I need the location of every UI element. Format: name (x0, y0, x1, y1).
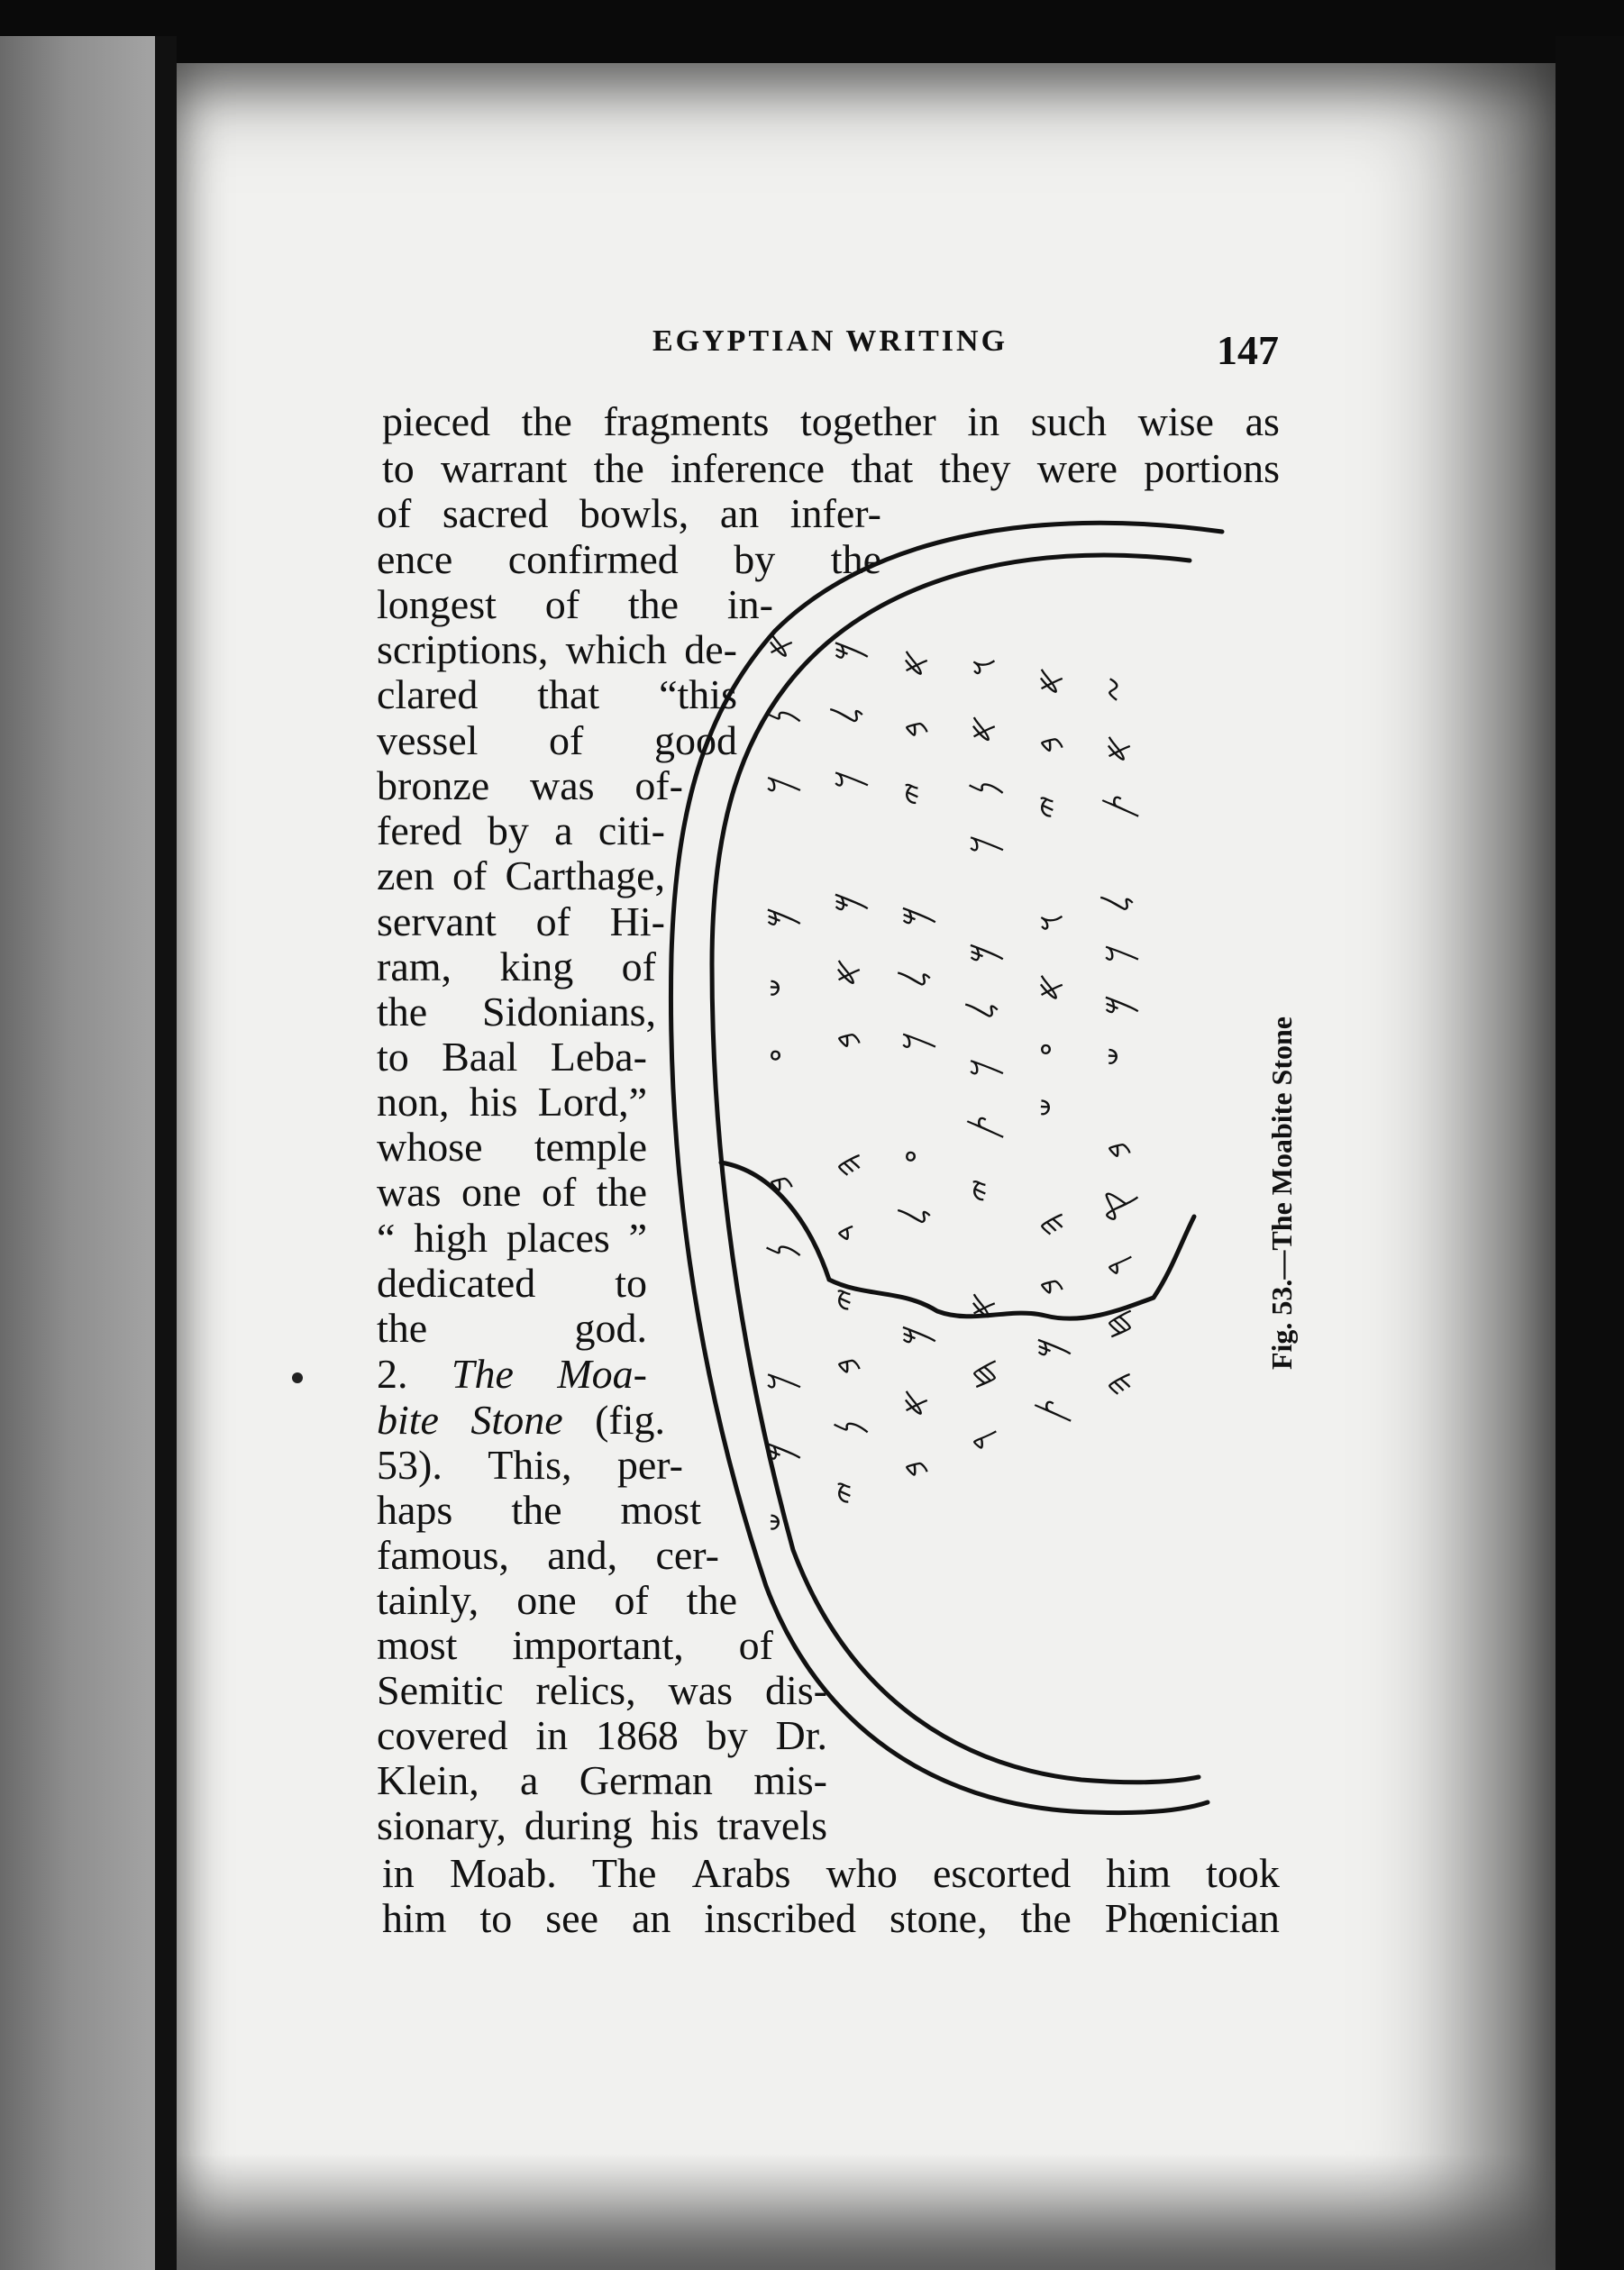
text-line: 53). This, per- (377, 1442, 683, 1488)
text-line: haps the most (377, 1487, 701, 1533)
text-line: longest of the in- (377, 581, 773, 627)
text-line: fered by a citi- (377, 807, 665, 853)
text-line: servant of Hi- (377, 898, 665, 944)
text-line: Semitic relics, was dis- (377, 1667, 827, 1713)
text-line: bite Stone (fig. (377, 1397, 665, 1443)
text-line: was one of the (377, 1169, 647, 1215)
page-number: 147 (1217, 327, 1279, 373)
text-line: ram, king of (377, 944, 656, 989)
text-line: clared that “this (377, 671, 737, 717)
text-line: to warrant the inference that they were portions (382, 445, 1280, 491)
text-line: to Baal Leba- (377, 1034, 647, 1080)
text-line: covered in 1868 by Dr. (377, 1712, 827, 1758)
text-line: him to see an inscribed stone, the Phœnician (382, 1895, 1280, 1941)
text-line: tainly, one of the (377, 1577, 737, 1623)
inscription-text (758, 631, 1140, 1532)
text-line: whose temple (377, 1124, 647, 1170)
text-line: scriptions, which de- (377, 626, 737, 672)
inscription-line: 𐤆𐤀𐤕 𐤋𐤊𐤌𐤔 𐤁𐤒𐤓𐤇𐤄 (1096, 676, 1140, 1397)
text-line: ence confirmed by the (377, 536, 881, 582)
text-line: the Sidonians, (377, 989, 656, 1035)
text-line: sionary, during his travels (377, 1802, 827, 1848)
inscription-line: 𐤀𐤁𐤉 𐤅𐤀𐤏𐤔 𐤄𐤁𐤌𐤕 (1028, 667, 1072, 1424)
inscription-line: 𐤌𐤋𐤊 𐤌𐤀𐤁 𐤄𐤃𐤉𐤁𐤍𐤉 (826, 640, 870, 1505)
text-line: non, his Lord,” (377, 1079, 647, 1125)
text-line: pieced the fragments together in such wise as (382, 398, 1280, 444)
text-line: most important, of (377, 1622, 773, 1668)
text-line: of sacred bowls, an infer- (377, 490, 881, 536)
text-line: in Moab. The Arabs who escorted him took (382, 1850, 1280, 1896)
text-line: zen of Carthage, (377, 852, 665, 898)
text-line: dedicated to (377, 1260, 647, 1306)
figure-caption: Fig. 53.—The Moabite Stone (1265, 1016, 1298, 1370)
stone-outer-outline (671, 523, 1222, 1812)
text-line: “ high places ” (377, 1215, 647, 1261)
running-title: EGYPTIAN WRITING (652, 324, 1008, 358)
text-line: Klein, a German mis- (377, 1757, 827, 1803)
inscription-line: 𐤅𐤀𐤍𐤊 𐤌𐤋𐤊𐤕𐤉 𐤀𐤇𐤓 (961, 658, 1005, 1451)
text-line: the god. (377, 1305, 647, 1351)
text-line: famous, and, cer- (377, 1532, 719, 1578)
text-line: bronze was of- (377, 762, 683, 808)
text-line: 2. The Moa- (377, 1351, 647, 1397)
margin-dot (292, 1372, 303, 1383)
text-line: vessel of good (377, 717, 737, 763)
inscription-line: 𐤀𐤍𐤊 𐤌𐤔𐤏 𐤁𐤍 𐤊𐤌𐤔 (758, 631, 802, 1532)
inscription-line: 𐤀𐤁𐤉 𐤌𐤋𐤊 𐤏𐤋 𐤌𐤀𐤁 (893, 649, 937, 1478)
